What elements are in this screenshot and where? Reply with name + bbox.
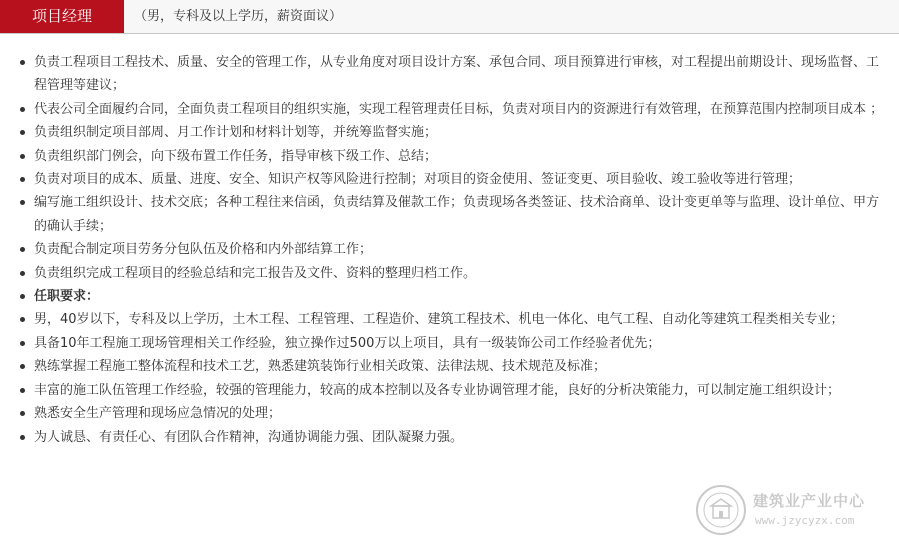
list-item: 负责配合制定项目劳务分包队伍及价格和内外部结算工作； xyxy=(14,238,884,261)
list-item: 负责组织制定项目部周、月工作计划和材料计划等，并统筹监督实施； xyxy=(14,121,884,144)
list-item: 熟练掌握工程施工整体流程和技术工艺，熟悉建筑装饰行业相关政策、法律法规、技术规范及标准； xyxy=(14,355,884,378)
watermark xyxy=(695,484,883,538)
seal-logo-icon xyxy=(695,484,747,536)
list-item: 代表公司全面履约合同，全面负责工程项目的组织实施，实现工程管理责任目标，负责对项目内的资源进行有效管理，在预算范围内控制项目成本 ； xyxy=(14,98,884,121)
section-heading: 任职要求： xyxy=(14,285,884,308)
list-item: 负责组织完成工程项目的经验总结和完工报告及文件、资料的整理归档工作。 xyxy=(14,262,884,285)
list-item: 编写施工组织设计、技术交底；各种工程往来信函，负责结算及催款工作；负责现场各类签证、技术洽商单、设计变更单等与监理、设计单位、甲方的确认手续； xyxy=(14,191,884,238)
list-item: 男，40岁以下，专科及以上学历，土木工程、工程管理、工程造价、建筑工程技术、机电一体化、电气工程、自动化等建筑工程类相关专业； xyxy=(14,308,884,331)
list-item: 为人诚恳、有责任心、有团队合作精神，沟通协调能力强、团队凝聚力强。 xyxy=(14,426,884,449)
job-title-tab: 项目经理 xyxy=(0,0,124,33)
list-item: 负责组织部门例会，向下级布置工作任务，指导审核下级工作、总结； xyxy=(14,145,884,168)
list-item: 丰富的施工队伍管理工作经验，较强的管理能力，较高的成本控制以及各专业协调管理才能，良好的分析决策能力，可以制定施工组织设计； xyxy=(14,379,884,402)
job-description xyxy=(0,51,899,449)
watermark-url: www.jzycyzx.com xyxy=(755,514,855,527)
list-item: 具备10年工程施工现场管理相关工作经验，独立操作过500万以上项目，具有一级装饰公司工作经验者优先； xyxy=(14,332,884,355)
list-item: 熟悉安全生产管理和现场应急情况的处理； xyxy=(14,402,884,425)
duty-list xyxy=(0,51,884,449)
watermark-name: 建筑业产业中心 xyxy=(753,492,866,510)
list-item: 负责工程项目工程技术、质量、安全的管理工作，从专业角度对项目设计方案、承包合同、项目预算进行审核，对工程提出前期设计、现场监督、工程管理等建议； xyxy=(14,51,884,98)
job-requirements-summary: （男，专科及以上学历，薪资面议） xyxy=(134,9,343,24)
list-item: 负责对项目的成本、质量、进度、安全、知识产权等风险进行控制；对项目的资金使用、签证变更、项目验收、竣工验收等进行管理； xyxy=(14,168,884,191)
section-header xyxy=(0,0,899,34)
